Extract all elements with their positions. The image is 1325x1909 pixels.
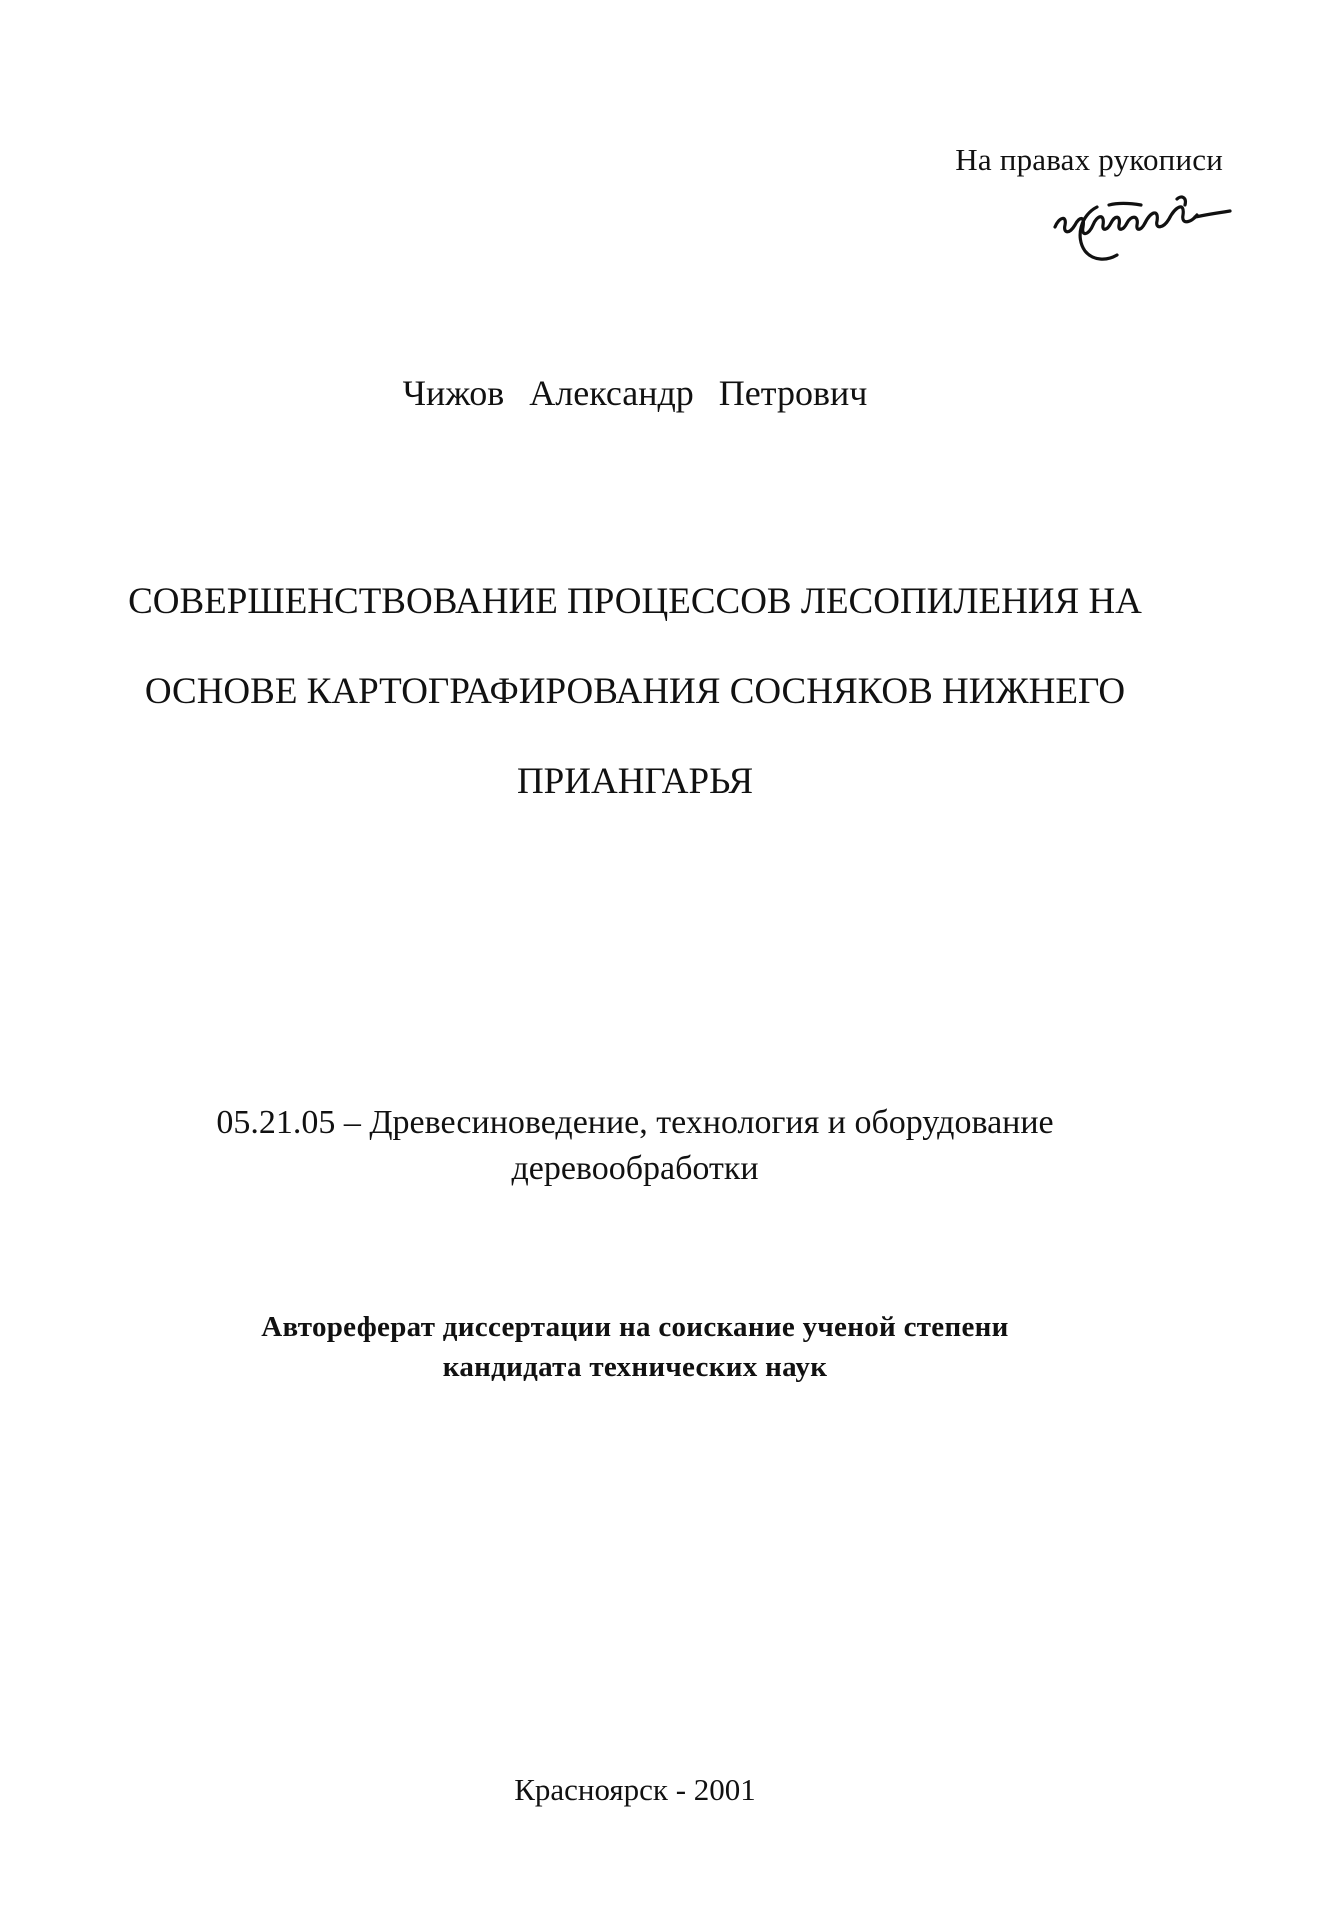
specialty-line: деревообработки (511, 1150, 759, 1187)
title-line: СОВЕРШЕНСТВОВАНИЕ ПРОЦЕССОВ ЛЕСОПИЛЕНИЯ НА (128, 581, 1142, 622)
abstract-line: Автореферат диссертации на соискание ученой степени (261, 1311, 1009, 1343)
dissertation-title (40, 557, 1230, 827)
title-line: ПРИАНГАРЬЯ (516, 761, 754, 802)
rights-note: На правах рукописи (955, 142, 1223, 177)
specialty-code (60, 1100, 1210, 1192)
specialty-line: 05.21.05 – Древесиноведение, технология и оборудование (216, 1104, 1054, 1141)
signature-icon (1045, 185, 1240, 285)
title-line: ОСНОВЕ КАРТОГРАФИРОВАНИЯ СОСНЯКОВ НИЖНЕГО (144, 671, 1126, 712)
author-name: Чижов Александр Петрович (402, 373, 868, 413)
place-year: Красноярск - 2001 (514, 1772, 756, 1807)
abstract-note (60, 1307, 1210, 1387)
abstract-line: кандидата технических наук (442, 1351, 828, 1383)
